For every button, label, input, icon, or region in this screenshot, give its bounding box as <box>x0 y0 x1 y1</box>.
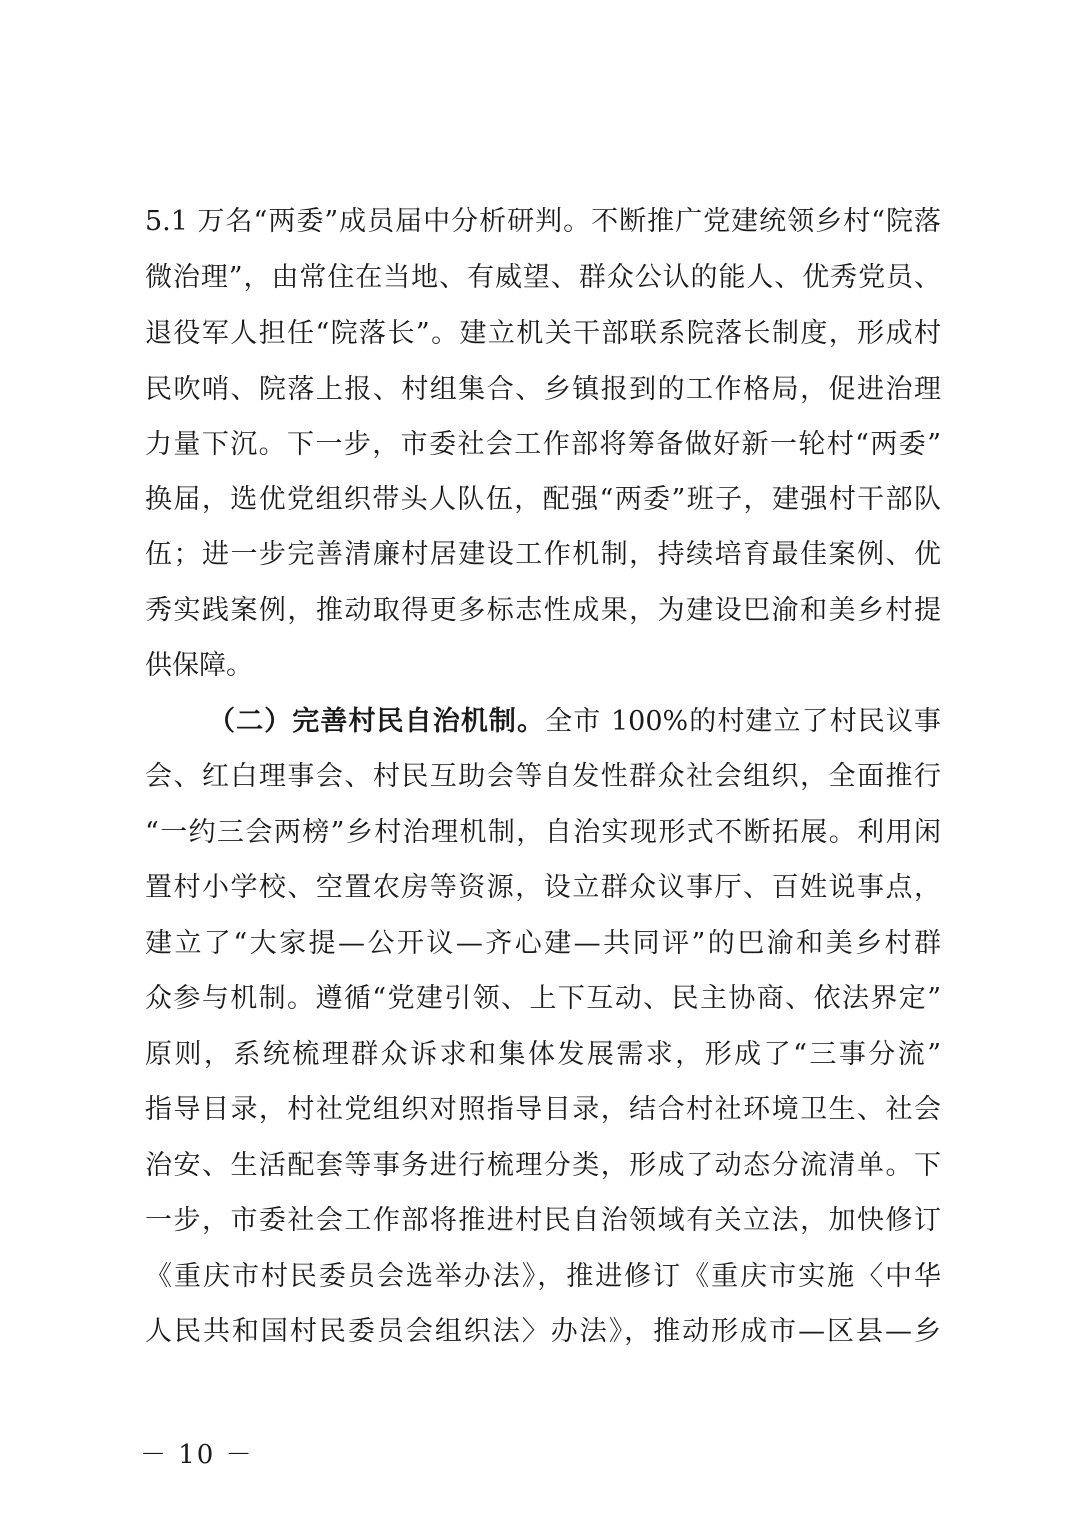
paragraph-2-line-1 <box>208 702 941 742</box>
paragraph-1-line-5: 力量下沉。下一步，市委社会工作部将筹备做好新一轮村“两委” <box>145 429 941 460</box>
paragraph-1-line-1: 5.1 万名“两委”成员届中分析研判。不断推广党建统领乡村“院落 <box>145 206 941 237</box>
paragraph-2-line-5: 建立了“大家提—公开议—齐心建—共同评”的巴渝和美乡村群 <box>145 928 941 959</box>
paragraph-2-line-10: 一步，市委社会工作部将推进村民自治领域有关立法，加快修订 <box>145 1205 941 1236</box>
paragraph-1-line-9: 供保障。 <box>145 650 253 681</box>
page-number: － 10 － <box>140 1440 254 1470</box>
paragraph-1-line-6: 换届，选优党组织带头人队伍，配强“两委”班子，建强村干部队 <box>145 484 941 515</box>
paragraph-2-line-3: “一约三会两榜”乡村治理机制，自治实现形式不断拓展。利用闲 <box>145 817 941 848</box>
paragraph-2-line-1-text: 全市 100%的村建立了村民议事 <box>545 706 941 737</box>
section-heading: （二）完善村民自治机制。 <box>208 706 546 737</box>
paragraph-2-line-2: 会、红白理事会、村民互助会等自发性群众社会组织，全面推行 <box>145 761 941 792</box>
paragraph-2-line-9: 治安、生活配套等事务进行梳理分类，形成了动态分流清单。下 <box>145 1150 941 1181</box>
paragraph-2-line-7: 原则，系统梳理群众诉求和集体发展需求，形成了“三事分流” <box>145 1039 941 1070</box>
paragraph-1-line-8: 秀实践案例，推动取得更多标志性成果，为建设巴渝和美乡村提 <box>145 595 941 626</box>
paragraph-1-line-3: 退役军人担任“院落长”。建立机关干部联系院落长制度，形成村 <box>145 318 941 349</box>
paragraph-2-line-6: 众参与机制。遵循“党建引领、上下互动、民主协商、依法界定” <box>145 983 941 1014</box>
paragraph-1-line-7: 伍；进一步完善清廉村居建设工作机制，持续培育最佳案例、优 <box>145 539 941 570</box>
paragraph-1-line-4: 民吹哨、院落上报、村组集合、乡镇报到的工作格局，促进治理 <box>145 374 941 405</box>
paragraph-2-line-11: 《重庆市村民委员会选举办法》，推进修订《重庆市实施〈中华 <box>145 1261 941 1292</box>
paragraph-2-line-4: 置村小学校、空置农房等资源，设立群众议事厅、百姓说事点， <box>145 872 941 903</box>
paragraph-2-line-8: 指导目录，村社党组织对照指导目录，结合村社环境卫生、社会 <box>145 1094 941 1125</box>
paragraph-1-line-2: 微治理”，由常住在当地、有威望、群众公认的能人、优秀党员、 <box>145 262 941 293</box>
paragraph-2-line-12: 人民共和国村民委员会组织法〉办法》，推动形成市—区县—乡 <box>145 1316 941 1347</box>
